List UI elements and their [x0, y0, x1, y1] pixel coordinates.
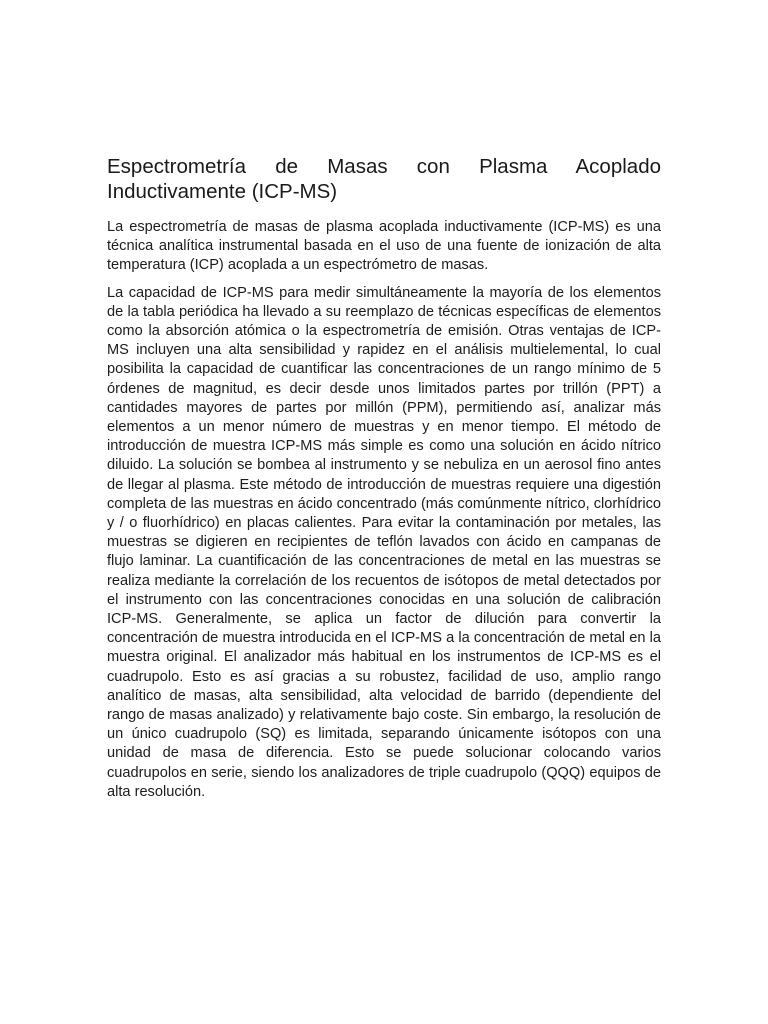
- document-title: Espectrometría de Masas con Plasma Acoplado Inductivamente (ICP-MS): [107, 155, 661, 203]
- document-body: [107, 154, 661, 810]
- body-paragraph: La capacidad de ICP-MS para medir simultáneamente la mayoría de los elementos de la tabla periódica ha llevado a su reemplazo de técnicas específicas de elementos como la absorción atómica o la espectrometría de emisión. Otras ventajas de ICP-MS incluyen una alta sensibilidad y rapidez en el análisis multielemental, lo cual posibilita la capacidad de cuantificar las concentraciones de un rango mínimo de 5 órdenes de magnitud, es decir desde unos limitados partes por trillón (PPT) a cantidades mayores de partes por millón (PPM), permitiendo así, analizar más elementos a un menor número de muestras y en menor tiempo. El método de introducción de muestra ICP-MS más simple es como una solución en ácido nítrico diluido. La solución se bombea al instrumento y se nebuliza en un aerosol fino antes de llegar al plasma. Este método de introducción de muestras requiere una digestión completa de las muestras en ácido concentrado (más comúnmente nítrico, clorhídrico y / o fluorhídrico) en placas calientes. Para evitar la contaminación por metales, las muestras se digieren en recipientes de teflón lavados con ácido en campanas de flujo laminar. La cuantificación de las concentraciones de metal en las muestras se realiza mediante la correlación de los recuentos de isótopos de metal detectados por el instrumento con las concentraciones conocidas en una solución de calibración ICP-MS. Generalmente, se aplica un factor de dilución para convertir la concentración de muestra introducida en el ICP-MS a la concentración de metal en la muestra original. El analizador más habitual en los instrumentos de ICP-MS es el cuadrupolo. Esto es así gracias a su robustez, facilidad de uso, amplio rango analítico de masas, alta sensibilidad, alta velocidad de barrido (dependiente del rango de masas analizado) y relativamente bajo coste. Sin embargo, la resolución de un único cuadrupolo (SQ) es limitada, separando únicamente isótopos con una unidad de masa de diferencia. Esto se puede solucionar colocando varios cuadrupolos en serie, siendo los analizadores de triple cuadrupolo (QQQ) equipos de alta resolución.: [107, 284, 662, 800]
- intro-paragraph: La espectrometría de masas de plasma acoplada inductivamente (ICP-MS) es una técnica analítica instrumental basada en el uso de una fuente de ionización de alta temperatura (ICP) acoplada a un espectrómetro de masas.: [107, 219, 661, 274]
